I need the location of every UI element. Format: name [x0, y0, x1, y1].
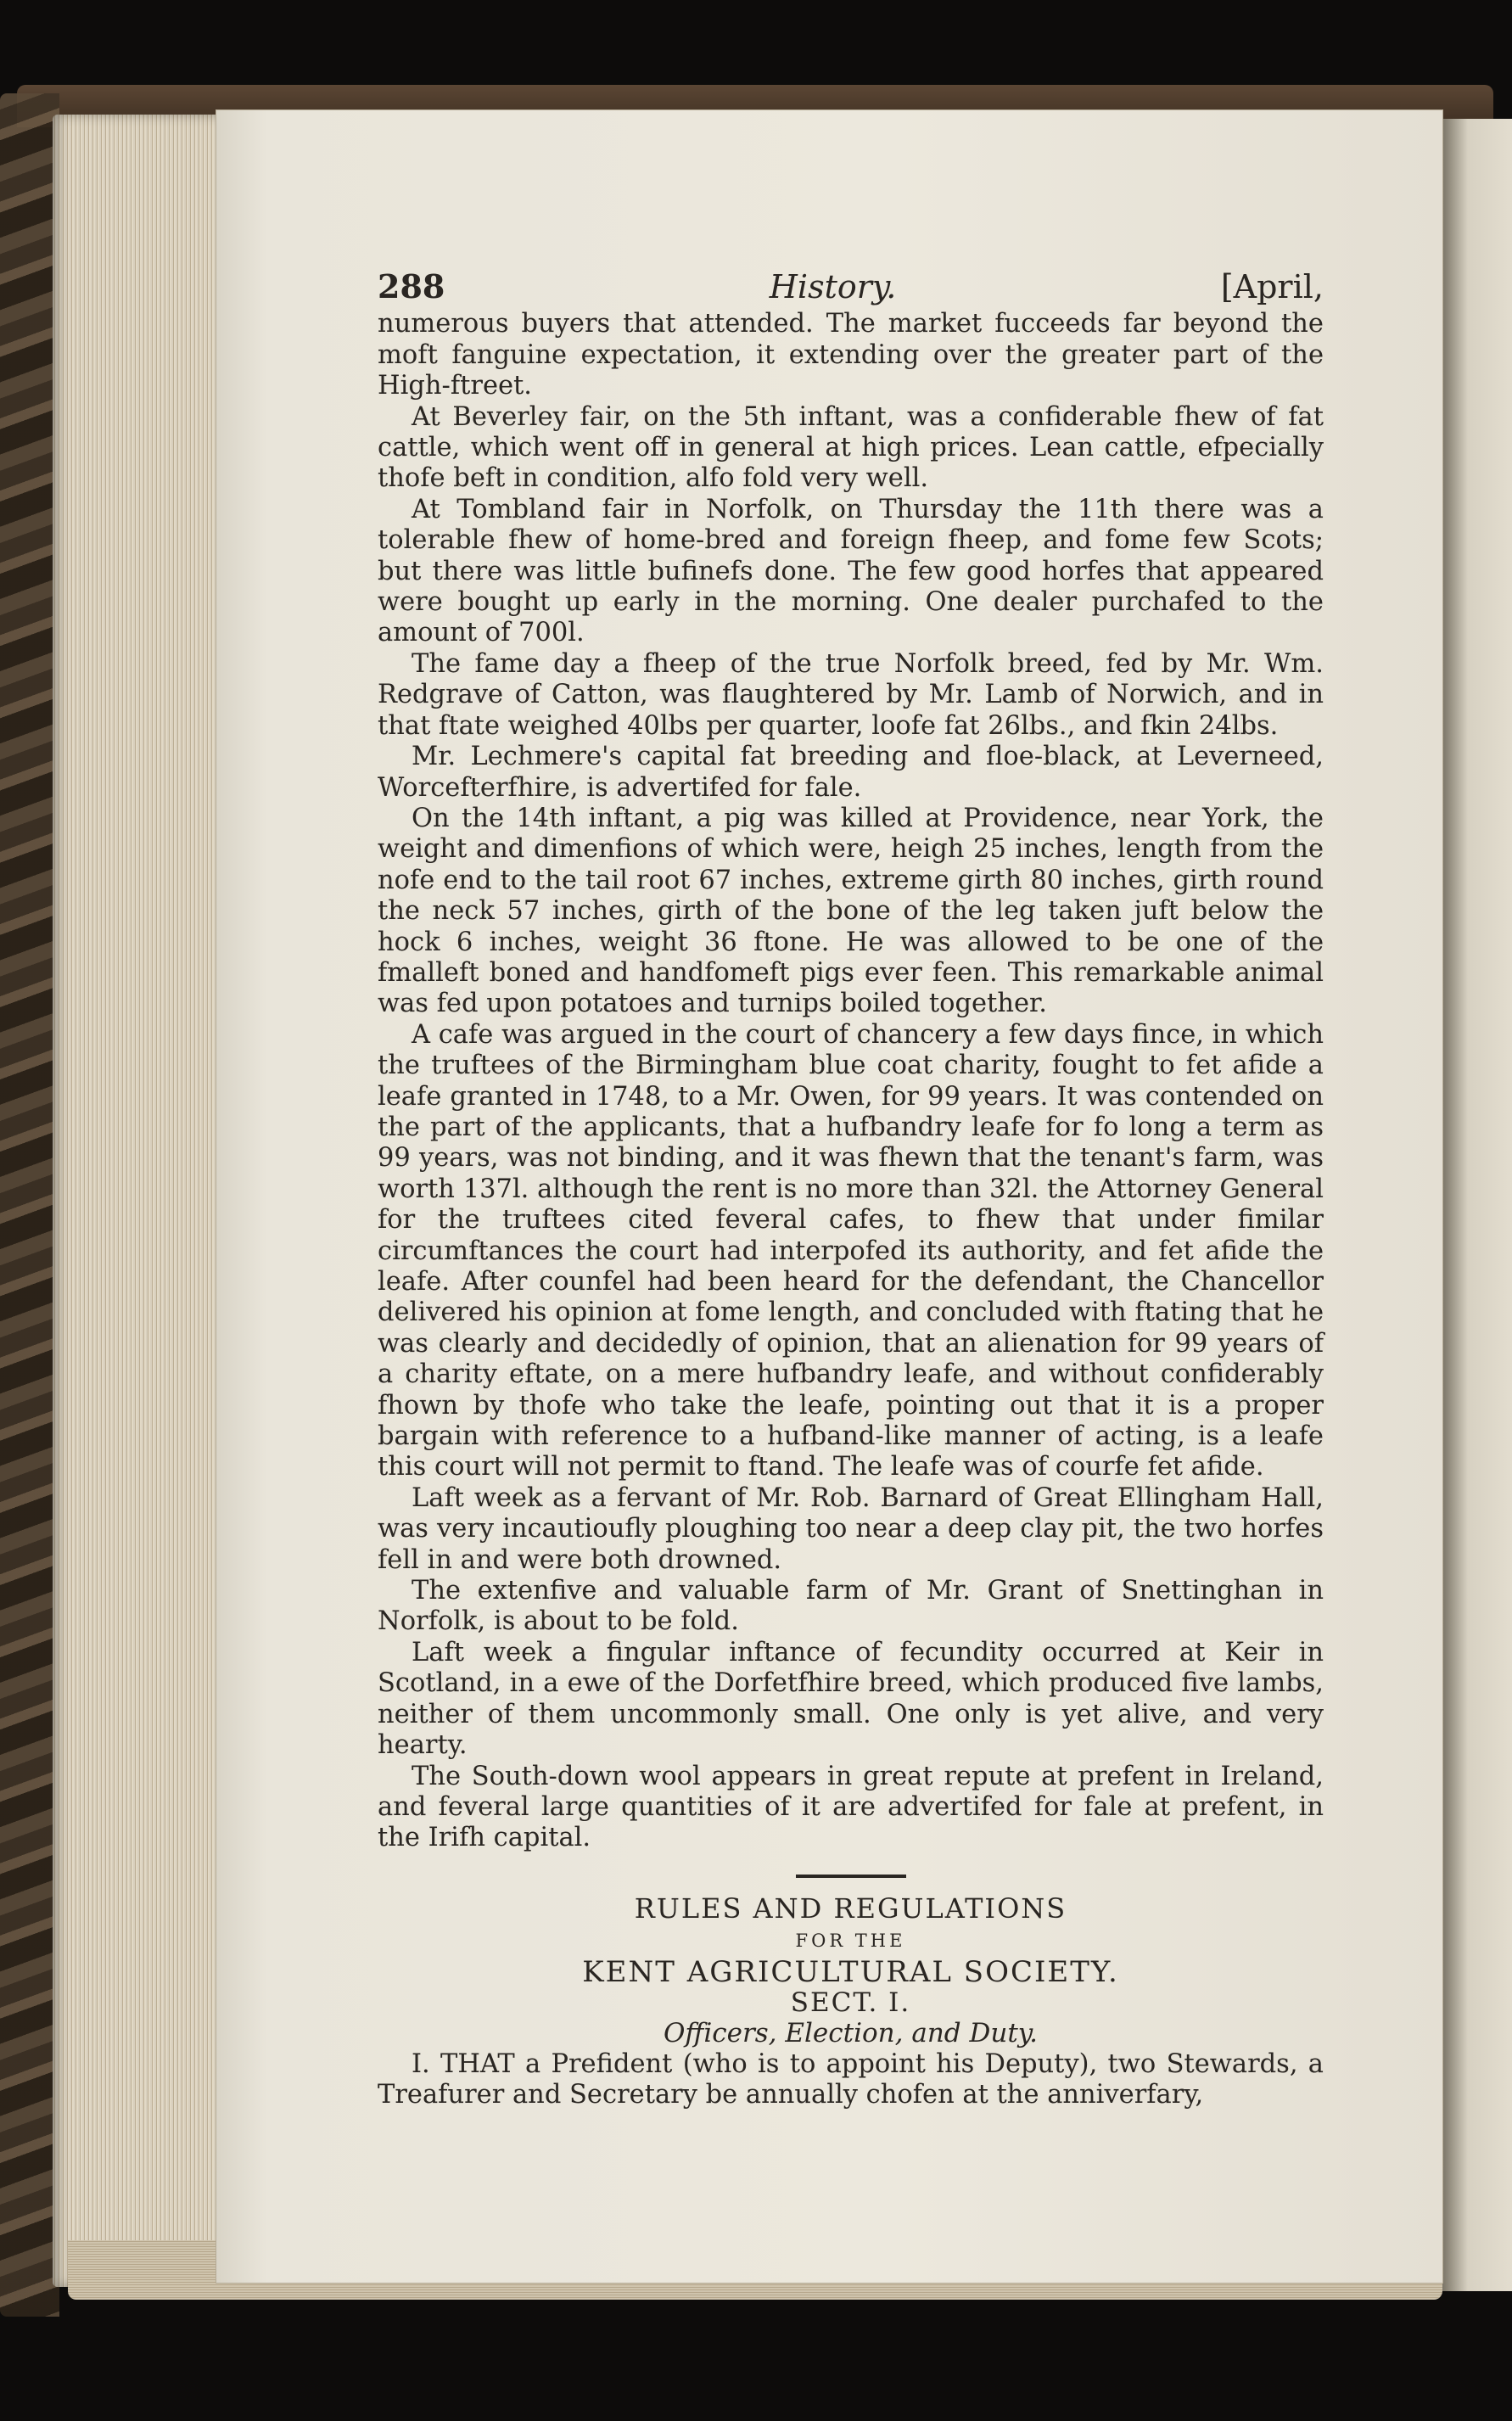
- paragraph: The extenfive and valuable farm of Mr. Grant of Snettinghan in Norfolk, is about to be fold.: [378, 1576, 1324, 1637]
- section-subheading: Officers, Election, and Duty.: [663, 2018, 1039, 2049]
- section-number: SECT. I.: [790, 1987, 911, 2018]
- page-edges-left: [53, 115, 227, 2287]
- running-title: History.: [769, 268, 897, 305]
- paragraph: At Beverley fair, on the 5th inftant, was a confiderable fhew of fat cattle, which went off in general at high prices. Lean cattle, efpecially thofe beft in condition, alfo fold very well.: [378, 401, 1324, 494]
- section-divider: [796, 1875, 906, 1878]
- paragraph: The South-down wool appears in great repute at prefent in Ireland, and feveral large quantities of it are advertifed for fale at prefent, in the Irifh capital.: [378, 1761, 1324, 1853]
- paragraph: A cafe was argued in the court of chancery a few days fince, in which the truftees of the Birmingham blue coat charity, fought to fet afide a leafe granted in 1748, to a Mr. Owen, for 99 years. It was contended on the part of the applicants, that a hufbandry leafe for fo long a term as 99 years, was not binding, and it was fhewn that the tenant's farm, was worth 137l. although the rent is no more than 32l. the Attorney General for the truftees cited feveral cafes, to fhew that under fimilar circumftances the court had interpofed its authority, and fet afide the leafe. After counfel had been heard for the defendant, the Chancellor delivered his opinion at fome length, and concluded with ftating that he was clearly and decidedly of opinion, that an alienation for 99 years of a charity eftate, on a mere hufbandry leafe, and without confiderably fhown by thofe who take the leafe, pointing out that it is a proper bargain with reference to a hufband-like manner of acting, is a leafe this court will not permit to ftand. The leafe was of courfe fet afide.: [378, 1019, 1324, 1482]
- marbled-book-cover: [0, 93, 59, 2317]
- society-name: KENT AGRICULTURAL SOCIETY.: [582, 1954, 1119, 1989]
- rule-clause: I. THAT a Prefident (who is to appoint his Deputy), two Stewards, a Treafurer and Secretary be annually chofen at the anniverfary,: [378, 2048, 1324, 2110]
- page-number: 288: [378, 267, 445, 305]
- paragraph: The fame day a fheep of the true Norfolk breed, fed by Mr. Wm. Redgrave of Catton, was flaughtered by Mr. Lamb of Norwich, and in that ftate weighed 40lbs per quarter, loofe fat 26lbs., and fkin 24lbs.: [378, 648, 1324, 741]
- paragraph: On the 14th inftant, a pig was killed at Providence, near York, the weight and dimenfions of which were, heigh 25 inches, length from the nofe end to the tail root 67 inches, extreme girth 80 inches, girth round the neck 57 inches, girth of the bone of the leg taken juft below the hock 6 inches, weight 36 ftone. He was allowed to be one of the fmalleft boned and handfomeft pigs ever feen. This remarkable animal was fed upon potatoes and turnips boiled together.: [378, 803, 1324, 1019]
- book-page: [216, 110, 1442, 2283]
- paragraph: Laft week a fingular inftance of fecundity occurred at Keir in Scotland, in a ewe of the Dorfetfhire breed, which produced five lambs, neither of them uncommonly small. One only is yet alive, and very hearty.: [378, 1637, 1324, 1761]
- facing-page: [1442, 119, 1512, 2291]
- rules-for-the: FOR THE: [795, 1931, 906, 1952]
- page-text: [378, 267, 1324, 2111]
- paragraph: Laft week as a fervant of Mr. Rob. Barnard of Great Ellingham Hall, was very incautioufly ploughing too near a deep clay pit, the two horfes fell in and were both drowned.: [378, 1482, 1324, 1575]
- paragraph: Mr. Lechmere's capital fat breeding and floe-black, at Leverneed, Worcefterfhire, is advertifed for fale.: [378, 742, 1324, 803]
- running-month: [April,: [1220, 268, 1324, 305]
- running-header: [378, 267, 1324, 305]
- rules-heading: RULES AND REGULATIONS: [634, 1891, 1067, 1925]
- paragraph: At Tombland fair in Norfolk, on Thursday the 11th there was a tolerable fhew of home-bred and foreign fheep, and fome few Scots; but there was little bufinefs done. The few good horfes that appeared were bought up early in the morning. One dealer purchafed to the amount of 700l.: [378, 494, 1324, 648]
- paragraph: numerous buyers that attended. The market fucceeds far beyond the moft fanguine expectation, it extending over the greater part of the High-ftreet.: [378, 309, 1324, 401]
